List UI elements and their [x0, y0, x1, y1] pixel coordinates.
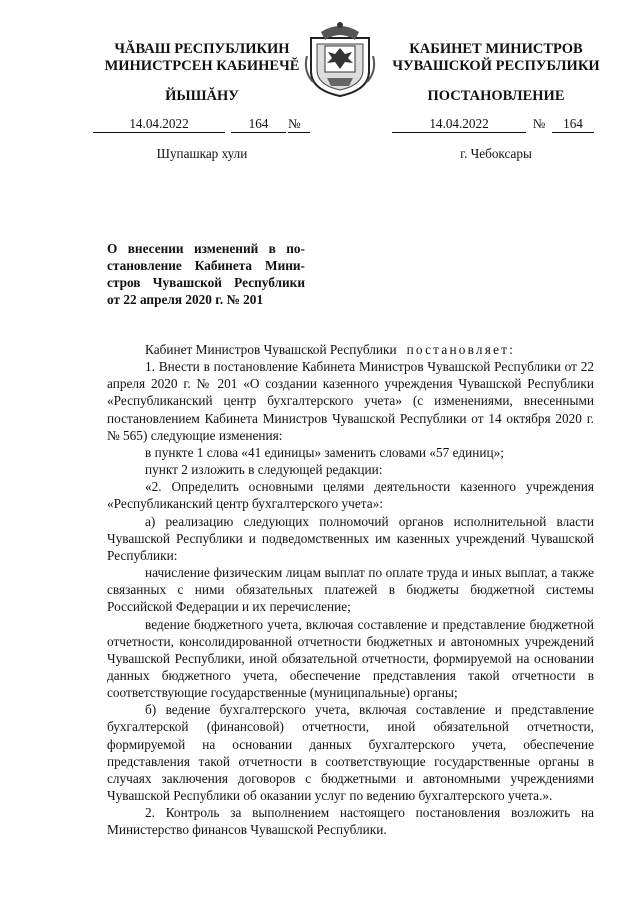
body-paragraph-8: б) ведение бухгалтерского учета, включая составление и представление бухгалтерской (финансовой) отчетности, иной обязательной отчетности, формируемой на основании данных бухгалтерского учета, обеспечение представления такой отчетности в соответствующие государственные органы в случаях заключения договоров с бюджетными и автономными учреждениями Чувашской Республики об оказании услуг по ведению бухгалтерского учета.». [107, 702, 594, 804]
body-paragraph-4: «2. Определить основными целями деятельности казенного учреждения «Республиканский центр бухгалтерского учета»: [107, 479, 594, 512]
body-paragraph-7: ведение бюджетного учета, включая составление и представление бюджетной отчетности, консолидированной отчетности бюджетных и автономных учреждений Чувашской Республики, иной обязательной отчетности, формируемой на основании данных бюджетного учета, обеспечение представления такой отчетности в соответствующие государственные (муниципальные) органы; [107, 616, 594, 701]
left-number: 164 [231, 116, 286, 133]
right-number-sign: № [532, 116, 546, 131]
document-subject [107, 240, 305, 308]
body-intro-resolves: постановляет: [406, 342, 516, 357]
right-number: 164 [552, 116, 594, 133]
header-left-line-1: ЧĂВАШ РЕСПУБЛИКИН [114, 41, 290, 57]
body-paragraph-6: начисление физическим лицам выплат по оплате труда и иных выплат, а также связанных с ними обязательных платежей в бюджеты бюджетной системы Российской Федерации и их перечисление; [107, 565, 594, 615]
right-city: г. Чебоксары [460, 146, 532, 161]
body-paragraph-2: в пункте 1 слова «41 единицы» заменить словами «57 единиц»; [145, 444, 504, 460]
header-right-line-2: ЧУВАШСКОЙ РЕСПУБЛИКИ [392, 58, 600, 74]
header-right-line-1: КАБИНЕТ МИНИСТРОВ [409, 41, 583, 57]
left-city: Шупашкар хули [156, 146, 248, 161]
left-date: 14.04.2022 [93, 116, 225, 133]
document-body [107, 341, 594, 839]
body-paragraph-9: 2. Контроль за выполнением настоящего постановления возложить на Министерство финансов Чувашской Республики. [107, 805, 594, 838]
subject-line-4: от 22 апреля 2020 г. № 201 [107, 292, 264, 307]
right-date: 14.04.2022 [392, 116, 526, 133]
subject-line-1: О внесении изменений в по- [107, 241, 305, 256]
body-intro-text: Кабинет Министров Чувашской Республики [145, 342, 397, 357]
left-doc-type: ЙЫШĂНУ [165, 88, 239, 104]
subject-line-3: стров Чувашской Республики [107, 275, 305, 290]
right-doc-type: ПОСТАНОВЛЕНИЕ [427, 88, 565, 104]
header-left-org [92, 41, 312, 75]
left-number-sign: № [288, 116, 310, 133]
body-paragraph-3: пункт 2 изложить в следующей редакции: [145, 462, 383, 478]
header-left-line-2: МИНИСТРСЕН КАБИНЕЧĔ [104, 58, 300, 74]
body-paragraph-5: а) реализацию следующих полномочий органов исполнительной власти Чувашской Республики и подведомственных им казенных учреждений Чувашской Республики: [107, 513, 594, 563]
subject-line-2: становление Кабинета Мини- [107, 258, 305, 273]
header-right-org [385, 41, 607, 75]
body-paragraph-1: 1. Внести в постановление Кабинета Министров Чувашской Республики от 22 апреля 2020 г. № 201 «О создании казенного учреждения Чувашской Республики «Республиканский центр бухгалтерского учета» (с изменениями, внесенными постановлением Кабинета Министров Чувашской Республики от 14 октября 2020 г. № 565) следующие изменения: [107, 359, 594, 443]
body-intro [107, 341, 594, 358]
chuvash-republic-emblem-icon [301, 16, 379, 98]
